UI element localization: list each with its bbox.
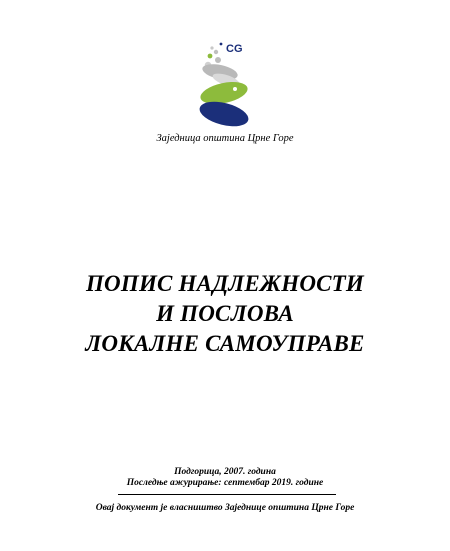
title-line: И ПОСЛОВА xyxy=(156,301,294,326)
logo-dot xyxy=(214,50,218,54)
logo-text: CG xyxy=(226,43,243,55)
place-date: Подгорица, 2007. година xyxy=(174,467,276,477)
ownership-note: Овај документ је власништво Заједнице општина Црне Горе xyxy=(95,503,355,513)
logo-dot xyxy=(233,87,237,91)
last-update: Последње ажурирање: септембар 2019. године xyxy=(126,478,324,488)
logo-dot xyxy=(215,57,221,63)
divider xyxy=(118,494,336,495)
logo-dot xyxy=(210,46,213,49)
organization-name: Заједница општина Црне Горе xyxy=(156,133,294,144)
logo-graphic xyxy=(190,38,260,128)
logo-dot xyxy=(208,54,213,59)
title-line: ЛОКАЛНЕ САМОУПРАВЕ xyxy=(85,331,365,356)
logo-dot xyxy=(220,43,223,46)
title-line: ПОПИС НАДЛЕЖНОСТИ xyxy=(85,271,365,296)
organization-logo xyxy=(190,38,260,128)
document-title xyxy=(0,269,450,359)
